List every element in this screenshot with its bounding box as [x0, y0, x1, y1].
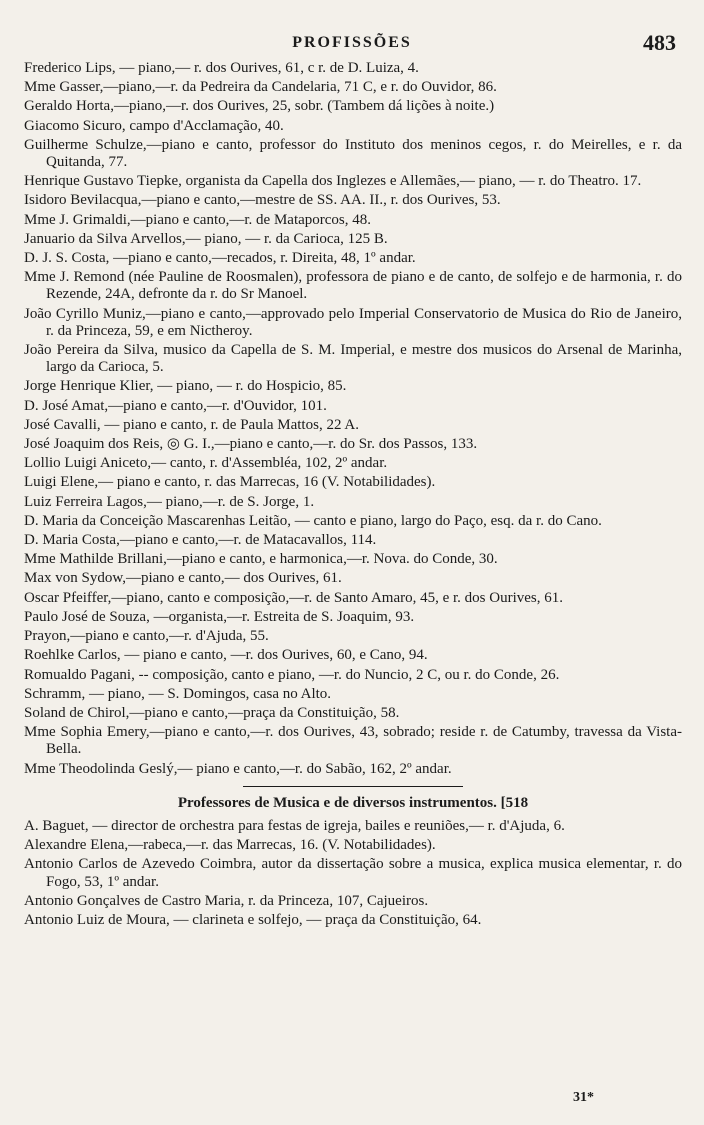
directory-entry: D. J. S. Costa, —piano e canto,—recados, r. Direita, 48, 1º andar. — [24, 250, 416, 267]
directory-entry: D. Maria Costa,—piano e canto,—r. de Matacavallos, 114. — [24, 532, 377, 549]
directory-entry: Mme Theodolinda Geslý,— piano e canto,—r. do Sabão, 162, 2º andar. — [24, 760, 452, 777]
directory-entry: Mme Gasser,—piano,—r. da Pedreira da Candelaria, 71 C, e r. do Ouvidor, 86. — [24, 79, 497, 96]
directory-entry: Soland de Chirol,—piano e canto,—praça da Constituição, 58. — [24, 704, 400, 721]
directory-content — [24, 60, 682, 931]
directory-entry: Luigi Elene,— piano e canto, r. das Marrecas, 16 (V. Notabilidades). — [24, 474, 436, 491]
directory-entry: José Joaquim dos Reis, ◎ G. I.,—piano e canto,—r. do Sr. dos Passos, 133. — [24, 436, 478, 453]
directory-entry: Oscar Pfeiffer,—piano, canto e composição,—r. de Santo Amaro, 45, e r. dos Ourives, 61. — [24, 589, 563, 606]
directory-entry: José Cavalli, — piano e canto, r. de Paula Mattos, 22 A. — [24, 416, 359, 433]
entries-top — [24, 60, 682, 778]
directory-entry: Roehlke Carlos, — piano e canto, —r. dos Ourives, 60, e Cano, 94. — [24, 647, 428, 664]
directory-entry: Guilherme Schulze,—piano e canto, professor do Instituto dos meninos cegos, r. do Meirelles, e r. da Quitanda, 77. — [24, 136, 682, 171]
directory-entry: Frederico Lips, — piano,— r. dos Ourives, 61, c r. de D. Luiza, 4. — [24, 60, 419, 76]
entries-bottom — [24, 818, 682, 929]
section-divider — [243, 786, 463, 787]
directory-entry: Jorge Henrique Klier, — piano, — r. do Hospicio, 85. — [24, 378, 347, 395]
directory-entry: D. Maria da Conceição Mascarenhas Leitão, — canto e piano, largo do Paço, esq. da r. do Cano. — [24, 512, 602, 529]
directory-entry: João Cyrillo Muniz,—piano e canto,—approvado pelo Imperial Conservatorio de Musica do Rio de Janeiro, r. da Princeza, 59, e em Nictheroy. — [24, 305, 682, 339]
directory-entry: Antonio Gonçalves de Castro Maria, r. da Princeza, 107, Cajueiros. — [24, 892, 429, 909]
directory-entry: Prayon,—piano e canto,—r. d'Ajuda, 55. — [24, 628, 269, 645]
directory-entry: João Pereira da Silva, musico da Capella de S. M. Imperial, e mestre dos musicos do Arsenal de Marinha, largo da Carioca, 5. — [24, 342, 682, 376]
page-header — [18, 30, 686, 58]
directory-entry: Alexandre Elena,—rabeca,—r. das Marrecas, 16. (V. Notabilidades). — [24, 837, 436, 854]
directory-entry: Antonio Carlos de Azevedo Coimbra, autor da dissertação sobre a musica, explica musica elementar, r. do Fogo, 53, 1º andar. — [24, 856, 682, 890]
directory-entry: Mme Mathilde Brillani,—piano e canto, e harmonica,—r. Nova. do Conde, 30. — [24, 551, 498, 568]
directory-entry: Romualdo Pagani, -- composição, canto e piano, —r. do Nuncio, 2 C, ou r. do Conde, 26. — [24, 666, 560, 683]
section-title: Professores de Musica e de diversos instrumentos. [518 — [177, 794, 529, 811]
directory-entry: Max von Sydow,—piano e canto,— dos Ourives, 61. — [24, 570, 342, 587]
directory-entry: Mme J. Remond (née Pauline de Roosmalen), professora de piano e de canto, de solfejo e de harmonia, r. do Rezende, 24A, defronte da r. do Sr Manoel. — [24, 269, 682, 303]
directory-entry: Lollio Luigi Aniceto,— canto, r. d'Assembléa, 102, 2º andar. — [24, 455, 388, 472]
running-head: PROFISSÕES — [292, 34, 412, 51]
directory-entry: Januario da Silva Arvellos,— piano, — r. da Carioca, 125 B. — [24, 230, 388, 247]
directory-entry: Mme Sophia Emery,—piano e canto,—r. dos Ourives, 43, sobrado; reside r. de Catumby, travessa da Vista-Bella. — [24, 724, 682, 758]
directory-entry: Isidoro Bevilacqua,—piano e canto,—mestre de SS. AA. II., r. dos Ourives, 53. — [24, 192, 501, 209]
footer-mark: 31* — [573, 1090, 594, 1105]
directory-entry: Geraldo Horta,—piano,—r. dos Ourives, 25, sobr. (Tambem dá lições à noite.) — [24, 98, 495, 115]
directory-entry: D. José Amat,—piano e canto,—r. d'Ouvidor, 101. — [24, 397, 327, 414]
directory-entry: Henrique Gustavo Tiepke, organista da Capella dos Inglezes e Allemães,— piano, — r. do Theatro. 17. — [24, 173, 642, 190]
directory-entry: Luiz Ferreira Lagos,— piano,—r. de S. Jorge, 1. — [24, 493, 315, 510]
directory-entry: Antonio Luiz de Moura, — clarineta e solfejo, — praça da Constituição, 64. — [24, 911, 482, 928]
page-number: 483 — [643, 30, 676, 55]
directory-entry: Paulo José de Souza, —organista,—r. Estreita de S. Joaquim, 93. — [24, 608, 415, 625]
directory-entry: Giacomo Sicuro, campo d'Acclamação, 40. — [24, 117, 284, 134]
directory-entry: Mme J. Grimaldi,—piano e canto,—r. de Mataporcos, 48. — [24, 211, 372, 228]
directory-entry: A. Baguet, — director de orchestra para festas de igreja, bailes e reuniões,— r. d'Ajuda, 6. — [24, 817, 565, 834]
directory-entry: Schramm, — piano, — S. Domingos, casa no Alto. — [24, 685, 332, 702]
